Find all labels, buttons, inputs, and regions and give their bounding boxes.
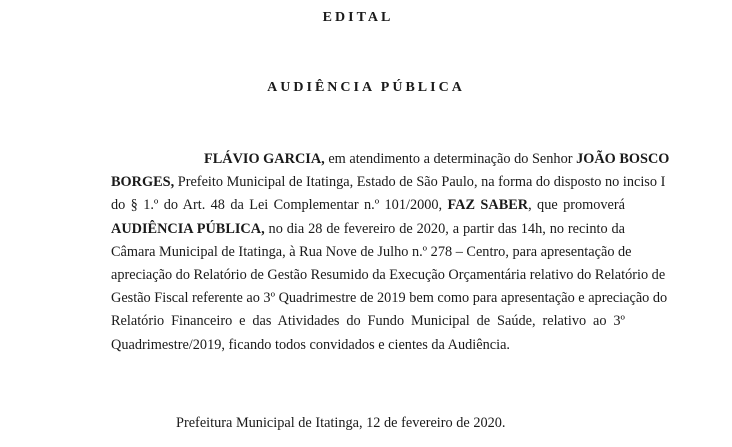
bold-text: FAZ SABER (447, 197, 529, 214)
body-line (111, 287, 668, 310)
document-subtitle: AUDIÊNCIA PÚBLICA (267, 80, 465, 95)
body-line (111, 334, 625, 357)
text: , que promoverá (528, 197, 626, 214)
bold-text: FLÁVIO GARCIA, (204, 151, 325, 167)
text: apreciação do Relatório de Gestão Resumido da Execução Orçamentária relativo do Relatório de (111, 266, 666, 283)
document-title: EDITAL (322, 10, 394, 25)
bold-text: BORGES, (111, 174, 175, 191)
text: Quadrimestre/2019, ficando todos convidados e cientes da Audiência. (111, 336, 511, 353)
bold-text: JOÃO BOSCO (576, 151, 670, 167)
text: em atendimento a determinação do Senhor (324, 151, 577, 167)
text: Câmara Municipal de Itatinga, à Rua Nove de Julho n.º 278 – Centro, para apresentação de (111, 243, 632, 260)
body-line (111, 241, 632, 264)
bold-text: AUDIÊNCIA PÚBLICA, (111, 220, 265, 237)
body-line (111, 264, 666, 287)
body-line (111, 218, 625, 241)
body-line (111, 194, 625, 217)
body-line (111, 310, 625, 333)
text: no dia 28 de fevereiro de 2020, a partir das 14h, no recinto da (264, 220, 625, 237)
text: Gestão Fiscal referente ao 3º Quadrimestre de 2019 bem como para apresentação e apreciação do (111, 290, 668, 307)
edital-body (111, 148, 670, 357)
text: Prefeito Municipal de Itatinga, Estado de São Paulo, na forma do disposto no inciso I (174, 174, 666, 191)
text: do § 1.º do Art. 48 da Lei Complementar n.º 101/2000, (111, 197, 448, 214)
text: Relatório Financeiro e das Atividades do Fundo Municipal de Saúde, relativo ao 3º (111, 313, 625, 330)
body-line (111, 148, 670, 171)
footer-place-date: Prefeitura Municipal de Itatinga, 12 de fevereiro de 2020. (176, 415, 506, 431)
body-line (111, 171, 666, 194)
